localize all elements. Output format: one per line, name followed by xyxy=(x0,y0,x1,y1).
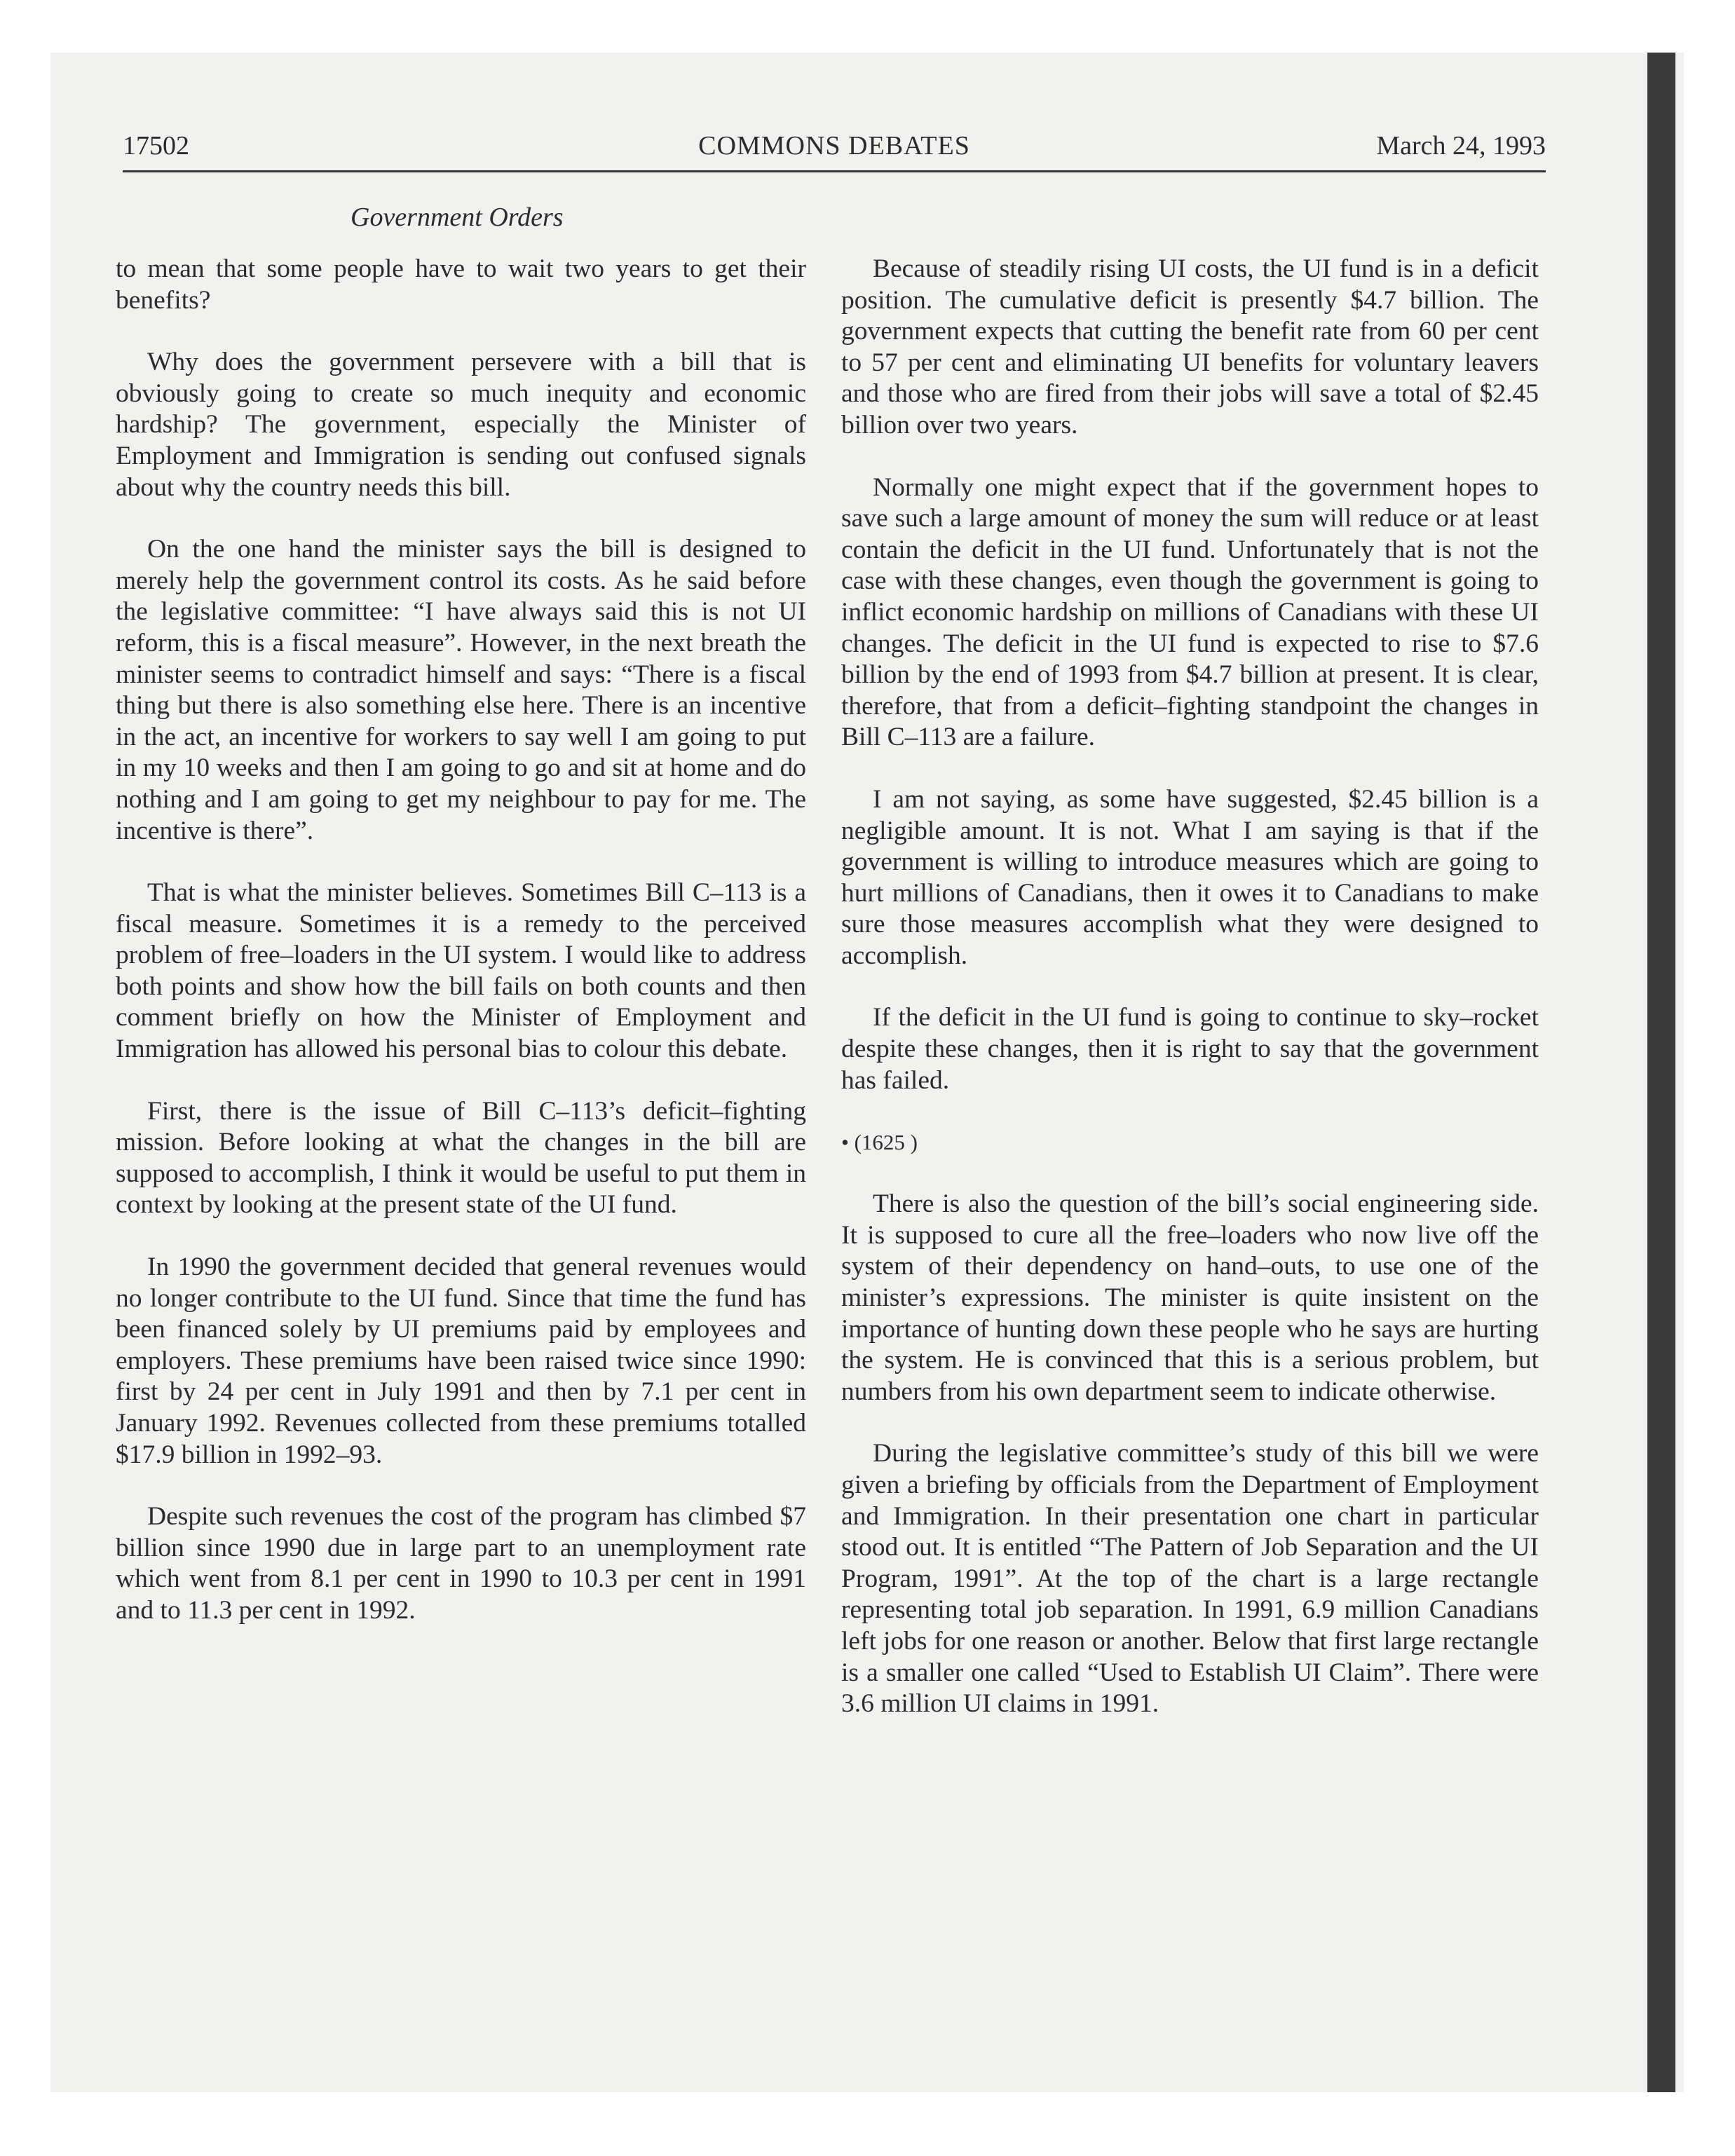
section-title: Government Orders xyxy=(351,203,564,232)
paragraph: During the legislative committee’s study of this bill we were given a briefing by officials from the Department of Employment and Immigration. In their presentation one chart in particular stood out. It is entitled “The Pattern of Job Separation and the UI Program, 1991”. At the top of the chart is a large rectangle representing total job separation. In 1991, 6.9 million Canadians left jobs for one reason or another. Below that first large rectangle is a smaller one called “Used to Establish UI Claim”. There were 3.6 million UI claims in 1991. xyxy=(841,1439,1539,1719)
paragraph: That is what the minister believes. Sometimes Bill C–113 is a fiscal measure. Sometimes it is a remedy to the perceived problem of free–loaders in the UI system. I would like to address both points and show how the bill fails on both counts and then comment briefly on how the Minister of Employment and Immigration has allowed his personal bias to colour this debate. xyxy=(116,878,806,1064)
scan-edge-shadow xyxy=(1647,53,1675,2092)
publication-date: March 24, 1993 xyxy=(1376,131,1546,161)
right-column xyxy=(841,254,1539,1751)
header-rule xyxy=(123,170,1546,172)
paragraph: to mean that some people have to wait two years to get their benefits? xyxy=(116,254,806,315)
paragraph: In 1990 the government decided that general revenues would no longer contribute to the UI fund. Since that time the fund has been financed solely by UI premiums paid by employees and employers. These premiums have been raised twice since 1990: first by 24 per cent in July 1991 and then by 7.1 per cent in January 1992. Revenues collected from these premiums totalled $17.9 billion in 1992–93. xyxy=(116,1253,806,1469)
journal-title: COMMONS DEBATES xyxy=(698,131,970,161)
paragraph: Normally one might expect that if the government hopes to save such a large amount of money the sum will reduce or at least contain the deficit in the UI fund. Unfortunately that is not the case with these changes, even though the government is going to inflict economic hardship on millions of Canadians with these UI changes. The deficit in the UI fund is expected to rise to $7.6 billion by the end of 1993 from $4.7 billion at present. It is clear, therefore, that from a deficit–fighting standpoint the changes in Bill C–113 are a failure. xyxy=(841,472,1539,752)
page-number: 17502 xyxy=(123,131,189,161)
paragraph: First, there is the issue of Bill C–113’s deficit–fighting mission. Before looking at what the changes in the bill are supposed to accomplish, I think it would be useful to put them in context by looking at the present state of the UI fund. xyxy=(116,1096,806,1220)
paragraph: Why does the government persevere with a bill that is obviously going to create so much inequity and economic hardship? The government, especially the Minister of Employment and Immigration is sending out confused signals about why the country needs this bill. xyxy=(116,348,806,502)
paragraph: If the deficit in the UI fund is going to continue to sky–rocket despite these changes, then it is right to say that the government has failed. xyxy=(841,1003,1539,1095)
paragraph: There is also the question of the bill’s social engineering side. It is supposed to cure all the free–loaders who now live off the system of their dependency on hand–outs, to use one of the minister’s expressions. The minister is quite insistent on the importance of hunting down these people who he says are hurting the system. He is convinced that this is a serious problem, but numbers from his own department seem to indicate otherwise. xyxy=(841,1189,1539,1406)
page-header xyxy=(123,130,1546,165)
paragraph: Despite such revenues the cost of the program has climbed $7 billion since 1990 due in large part to an unemployment rate which went from 8.1 per cent in 1990 to 10.3 per cent in 1991 and to 11.3 per cent in 1992. xyxy=(116,1502,806,1625)
left-column xyxy=(116,254,806,1658)
paragraph: On the one hand the minister says the bill is designed to merely help the government control its costs. As he said before the legislative committee: “I have always said this is not UI reform, this is a fiscal measure”. However, in the next breath the minister seems to contradict himself and says: “There is a fiscal thing but there is also something else here. There is an incentive in the act, an incentive for workers to say well I am going to put in my 10 weeks and then I am going to go and sit at home and do nothing and I am going to get my neighbour to pay for me. The incentive is there”. xyxy=(116,535,806,845)
time-marker: • (1625 ) xyxy=(841,1130,918,1155)
paragraph: I am not saying, as some have suggested, $2.45 billion is a negligible amount. It is not. What I am saying is that if the government is willing to introduce measures which are going to hurt millions of Canadians, then it owes it to Canadians to make sure those measures accomplish what they were designed to accomplish. xyxy=(841,784,1539,970)
paragraph: Because of steadily rising UI costs, the UI fund is in a deficit position. The cumulative deficit is presently $4.7 billion. The government expects that cutting the benefit rate from 60 per cent to 57 per cent and eliminating UI benefits for voluntary leavers and those who are fired from their jobs will save a total of $2.45 billion over two years. xyxy=(841,254,1539,439)
